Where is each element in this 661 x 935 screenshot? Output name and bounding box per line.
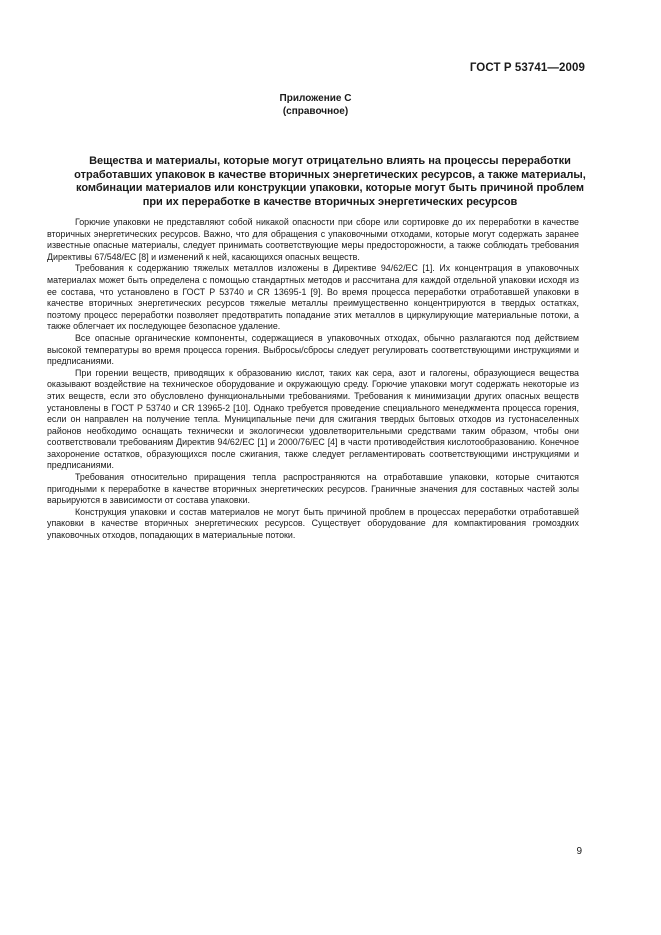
title-line: комбинации материалов или конструкции упаковки, которые могут быть причиной проблем	[75, 182, 585, 194]
appendix-type: (справочное)	[282, 106, 349, 117]
appendix-title	[70, 155, 590, 209]
paragraph: Требования относительно приращения тепла распространяются на отработавшие упаковки, которые считаются пригодными к переработке в качестве вторичных энергетических ресурсов. Граничные значения для составных частей золы варьируются в зависимости от состава упаковки.	[47, 472, 579, 506]
title-line: при их переработке в качестве вторичных энергетических ресурсов	[142, 195, 518, 208]
body-text	[47, 217, 579, 542]
paragraph: При горении веществ, приводящих к образованию кислот, таких как сера, азот и галогены, образующиеся вещества оказывают воздействие на техническое оборудование и окружающую среду. Горючие упаковки могут содержать некоторые из этих веществ, если это обусловлено функциональными требованиями. Требования к минимизации других опасных веществ установлены в ГОСТ Р 53740 и CR 13965-2 [10]. Однако требуется проведение специального менеджмента процесса горения, если он направлен на получение тепла. Муниципальные печи для сжигания твердых бытовых отходов из густонаселенных районов необходимо оснащать технически и экологически удовлетворительными средствами таким образом, чтобы они соответствовали требованиям Директив 94/62/ЕС [1] и 2000/76/ЕС [4] в части противодействия кислотообразованию. Конечное захоронение остатков, образующихся после сжигания, также следует регламентировать соответствующими инструкциями и предписаниями.	[47, 367, 579, 471]
paragraph: Все опасные органические компоненты, содержащиеся в упаковочных отходах, обычно разлагаются под действием высокой температуры во время процесса горения. Выбросы/сбросы следует регулировать соответствующими инструкциями и предписаниями.	[47, 332, 579, 367]
appendix-heading	[0, 92, 631, 118]
page-number: 9	[576, 846, 582, 857]
paragraph: Горючие упаковки не представляют собой никакой опасности при сборе или сортировке до их переработки в качестве вторичных энергетических ресурсов. Важно, что для обращения с упаковочными отходами, которые могут содержать заранее известные опасные материалы, следует принимать соответствующие меры предосторожности, а также соблюдать требования Директивы 67/548/ЕС [8] и изменений к ней, касающихся опасных веществ.	[47, 217, 579, 262]
title-line: отработавших упаковок в качестве вторичных энергетических ресурсов, а также материалы,	[74, 168, 586, 181]
paragraph: Конструкция упаковки и состав материалов не могут быть причиной проблем в процессах переработки отработавшей упаковки в качестве вторичных энергетических ресурсов. Существует оборудование для компактирования громоздких упаковочных отходов, попадающих в материальные потоки.	[47, 506, 579, 541]
title-line: Вещества и материалы, которые могут отрицательно влиять на процессы переработки	[89, 155, 571, 167]
paragraph: Требования к содержанию тяжелых металлов изложены в Директиве 94/62/ЕС [1]. Их концентрация в упаковочных материалах может быть определена с помощью стандартных методов и рассчитана для каждой отдельной упаковки исходя из ее состава, что установлено в ГОСТ Р 53740 и CR 13695-1 [9]. Во время процесса переработки отработавшей упаковки в качестве вторичных энергетических ресурсов тяжелые металлы преимущественно концентрируются в твердых остатках, поэтому процесс переработки позволяет предотвратить попадание этих металлов в циркулирующие материальные потоки, а также облегчает их последующее безопасное удаление.	[47, 263, 579, 332]
document-code: ГОСТ Р 53741—2009	[469, 62, 585, 74]
appendix-label: Приложение С	[279, 93, 352, 104]
